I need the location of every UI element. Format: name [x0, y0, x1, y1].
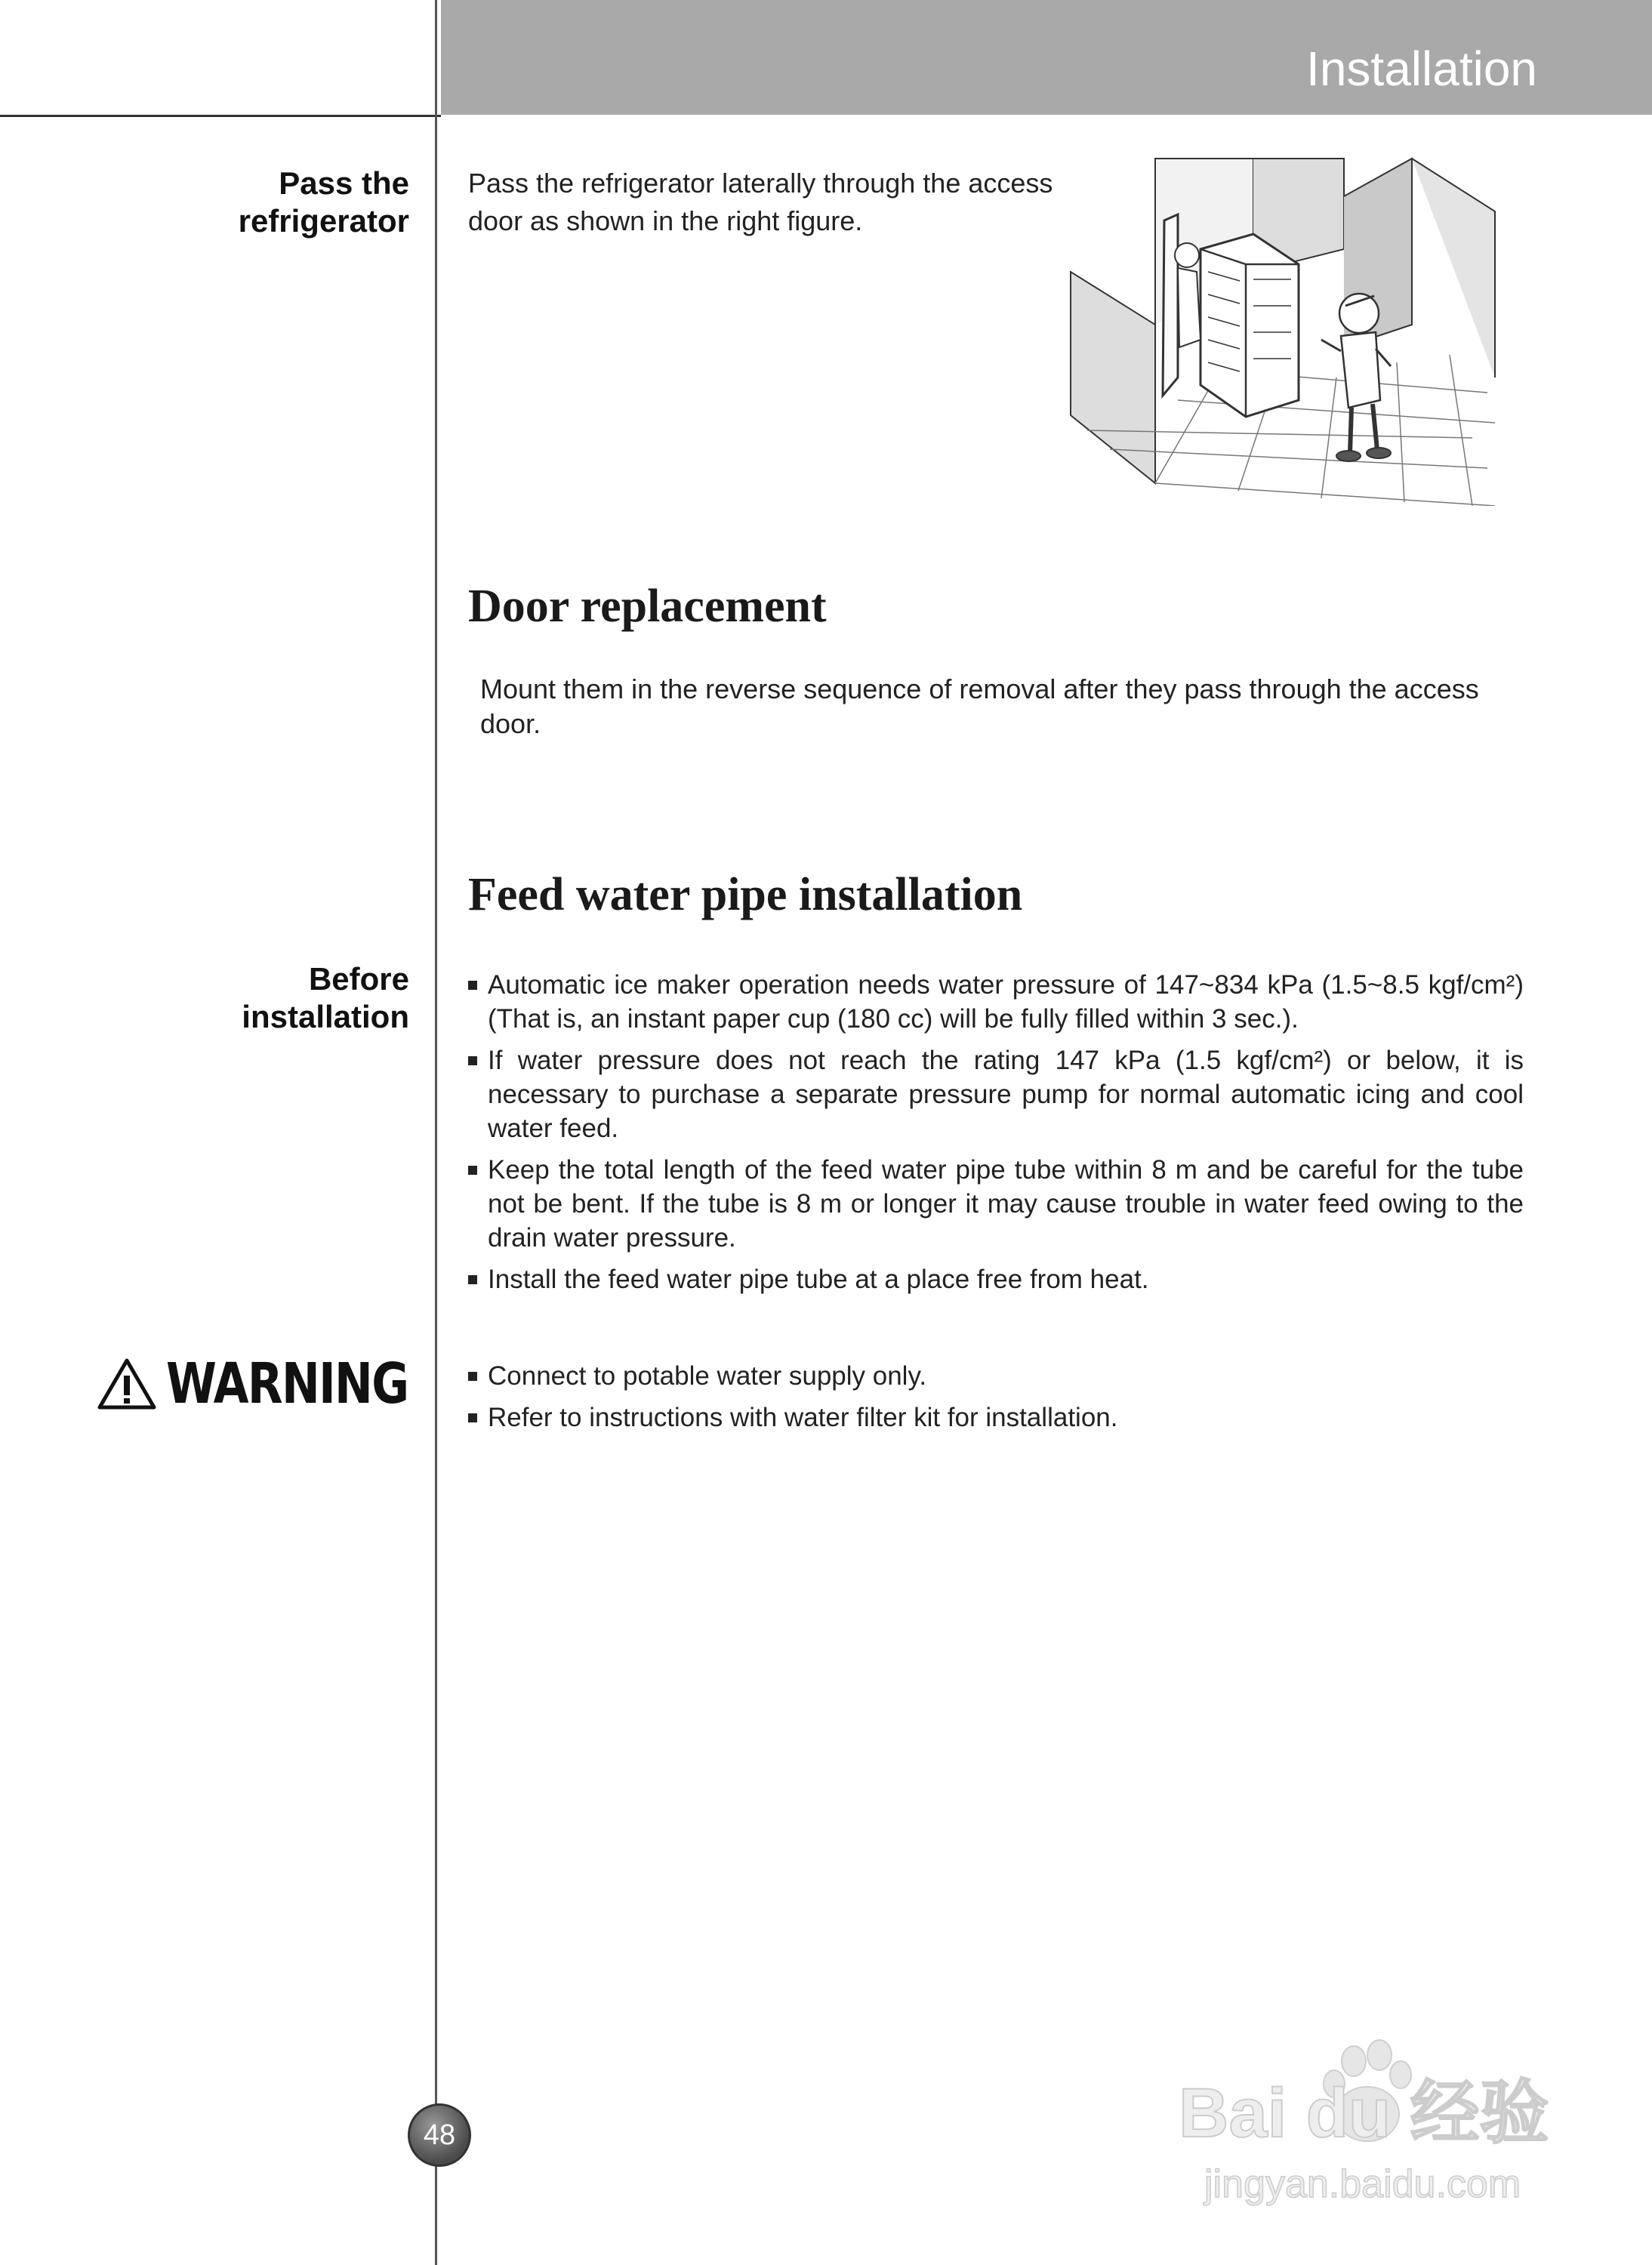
page-title: Installation [1306, 42, 1537, 96]
door-replacement-text: Mount them in the reverse sequence of removal after they pass through the access door. [480, 673, 1479, 739]
bullet-icon [468, 1372, 477, 1381]
pass-refrigerator-label: Pass the refrigerator [238, 165, 409, 239]
refrigerator-through-door-illustration [1065, 151, 1503, 506]
list-item: Install the feed water pipe tube at a place free from heat. [467, 1262, 1524, 1296]
feed-water-heading: Feed water pipe installation [468, 869, 1023, 920]
list-item: Keep the total length of the feed water pipe tube within 8 m and be careful for the tube not be bent. If the tube is 8 m or longer it may cause trouble in water feed owing to the drain water pressure. [467, 1153, 1524, 1255]
watermark-brand: Bai du 经验 [1179, 2075, 1549, 2152]
pass-refrigerator-text: Pass the refrigerator laterally through the access door as shown in the right figure. [468, 168, 1053, 236]
header-divider [0, 115, 441, 117]
list-item: Connect to potable water supply only. [467, 1359, 1524, 1393]
list-item: Refer to instructions with water filter kit for installation. [467, 1401, 1524, 1434]
before-installation-list [467, 968, 1524, 1304]
bullet-icon [468, 1275, 477, 1284]
before-installation-label: Before installation [242, 961, 409, 1034]
page-number: 48 [408, 2103, 471, 2167]
watermark-url: jingyan.baidu.com [1204, 2162, 1521, 2206]
bullet-icon [468, 981, 477, 990]
warning-list [467, 1359, 1524, 1442]
bullet-icon [468, 1166, 477, 1175]
list-item: If water pressure does not reach the rating 147 kPa (1.5 kgf/cm²) or below, it is necessary to purchase a separate pressure pump for normal automatic icing and cool water feed. [467, 1043, 1524, 1145]
warning-label [97, 1351, 461, 1416]
baidu-watermark [1174, 2031, 1567, 2212]
door-replacement-heading: Door replacement [468, 581, 827, 632]
bullet-icon [468, 1413, 477, 1422]
margin-divider [435, 0, 437, 2265]
warning-triangle-icon [97, 1357, 157, 1410]
list-item: Automatic ice maker operation needs water pressure of 147~834 kPa (1.5~8.5 kgf/cm²) (That is, an instant paper cup (180 cc) will be fully filled within 3 sec.). [467, 968, 1524, 1036]
warning-text: WARNING [166, 1351, 408, 1416]
bullet-icon [468, 1056, 477, 1065]
header-band [441, 0, 1652, 115]
